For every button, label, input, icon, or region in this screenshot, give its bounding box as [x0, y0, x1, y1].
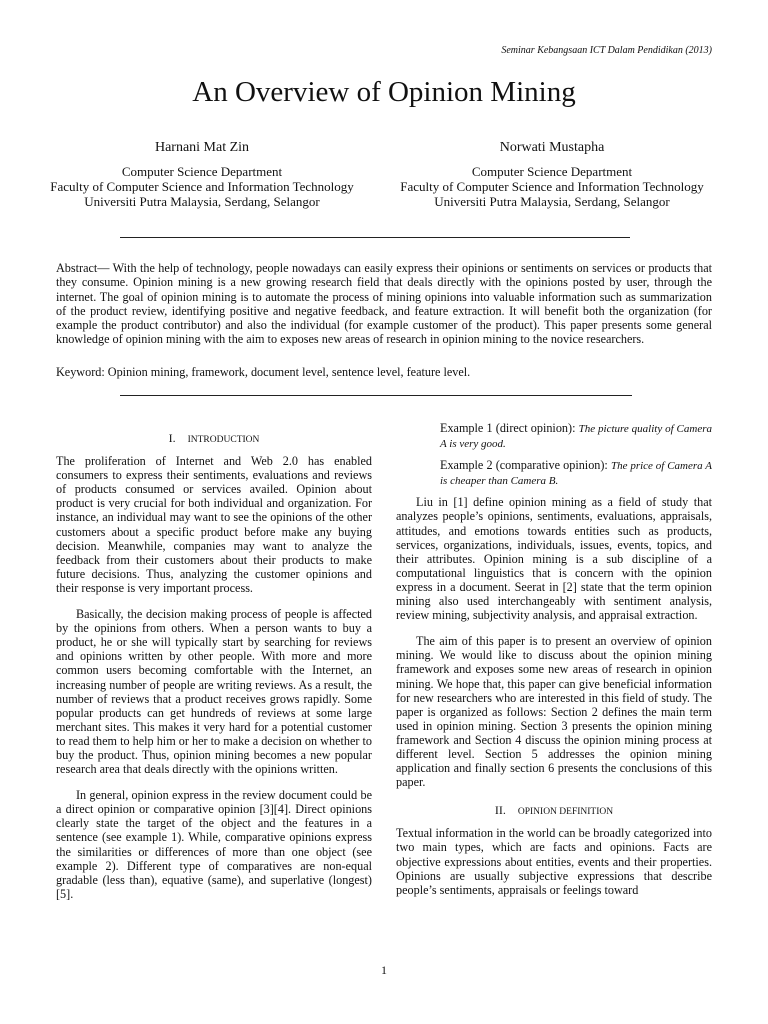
author-name: Harnani Mat Zin — [154, 140, 250, 155]
example-label: Example 1 (direct opinion): — [440, 421, 579, 435]
abstract: Abstract— With the help of technology, people nowadays can easily express their opinions or sentiments on services or products that they consume. Opinion mining is a new growing research field that deals directly with the opinions posted by user, through the internet. The goal of opinion mining is to automate the process of mining opinions into valuable information such as summarization of the product review, identifying positive and negative feedback, and feature extraction. It will benefit both the organization (for example the product contributor) and also the individual (for example customer of the product). This paper presents some general knowledge of opinion mining with the aim to exposes new areas of research in opinion mining to the novice researchers. — [56, 261, 712, 347]
paragraph: Basically, the decision making process of people is affected by the opinions from others. When a person wants to buy a product, he or she will typically start by searching for reviews and opinions written by other people. With more and more common users becoming comfortable with the Internet, an increasing number of people are writing reviews. As a result, the number of reviews that a product receives grows rapidly. Some popular products can get hundreds of reviews at some large merchant sites. This makes it very hard for a potential customer to read them to help him or her to make a decision on whether to buy the product. Thus, opinion mining becomes a new popular research area that deals directly with the opinions written. — [56, 607, 372, 777]
author-university: Universiti Putra Malaysia, Serdang, Selangor — [84, 194, 320, 209]
section-number: II. — [494, 803, 506, 818]
paragraph: The proliferation of Internet and Web 2.0 has enabled consumers to express their sentiments, evaluations and reviews of products consumed or services availed. Opinion about product is very crucial for both individual and organization. For instance, an individual may want to see the opinions of the other customers about a specific product before make any buying decision. Meanwhile, companies may want to analyze the feedback from their customers about their products to make future decisions. Thus, analyzing the customer opinions and their response is very important process. — [56, 454, 372, 595]
author-faculty: Faculty of Computer Science and Information Technology — [400, 179, 704, 194]
author-block-1 — [32, 140, 372, 209]
author-name: Norwati Mustapha — [499, 140, 605, 155]
author-block-2 — [382, 140, 722, 209]
paragraph: Textual information in the world can be broadly categorized into two main types, which are facts and opinions. Facts are objective expressions about entities, events and their properties. Opinions are usually subjective expressions that describe people’s sentiments, appraisals or feelings toward — [396, 826, 712, 897]
section-heading-opinion-definition — [396, 803, 712, 819]
paper-title: An Overview of Opinion Mining — [192, 76, 576, 108]
example-1 — [440, 421, 712, 451]
section-title: OPINION DEFINITION — [517, 807, 614, 818]
example-text: The picture quality of Camera A is very good. — [440, 423, 712, 451]
example-text: The price of Camera A is cheaper than Camera B. — [440, 460, 713, 488]
page-number: 1 — [381, 963, 387, 977]
right-column — [396, 421, 712, 897]
paragraph: The aim of this paper is to present an overview of opinion mining. We would like to discuss about the opinion mining framework and exposes some new areas of research in opinion mining. We hope that, this paper can give beneficial information for new researchers who are interested in this field of study. The paper is organized as follows: Section 2 defines the main term used in opinion mining. Section 3 presents the opinion mining framework and Section 4 discuss the opinion mining process at different level. Section 5 addresses the opinion mining application and finally section 6 presents the conclusions of this paper. — [396, 634, 712, 790]
example-2 — [440, 458, 712, 488]
section-heading-introduction — [56, 431, 372, 447]
paragraph: In general, opinion express in the review document could be a direct opinion or comparative opinion [3][4]. Direct opinions clearly state the target of the object and the features in a sentence (see example 1). While, comparative opinions express the similarities or differences of more than one object (see example 2). Different type of comparatives are non-equal gradable (less than), equative (same), and superlative (longest) [5]. — [56, 788, 372, 901]
section-number: I. — [168, 431, 176, 445]
divider-top — [120, 237, 630, 238]
author-university: Universiti Putra Malaysia, Serdang, Selangor — [434, 194, 670, 209]
divider-bottom — [120, 395, 632, 396]
author-department: Computer Science Department — [121, 164, 283, 179]
section-title: INTRODUCTION — [187, 435, 260, 445]
left-column — [56, 431, 372, 901]
paragraph: Liu in [1] define opinion mining as a field of study that analyzes people’s opinions, sentiments, evaluations, appraisals, attitudes, and emotions towards entities such as products, services, organizations, individuals, issues, events, topics, and their attributes. Opinion mining is a sub discipline of a computational linguistics that is concern with the opinion express in a document. Seerat in [2] state that the term opinion mining also used interchangeably with sentiment analysis, review mining, subjectivity analysis, and appraisal extraction. — [396, 495, 712, 623]
keywords: Keyword: Opinion mining, framework, document level, sentence level, feature level. — [56, 365, 471, 379]
conference-header: Seminar Kebangsaan ICT Dalam Pendidikan (2013) — [501, 45, 712, 56]
author-department: Computer Science Department — [471, 164, 633, 179]
author-faculty: Faculty of Computer Science and Information Technology — [50, 179, 354, 194]
example-label: Example 2 (comparative opinion): — [440, 458, 611, 473]
